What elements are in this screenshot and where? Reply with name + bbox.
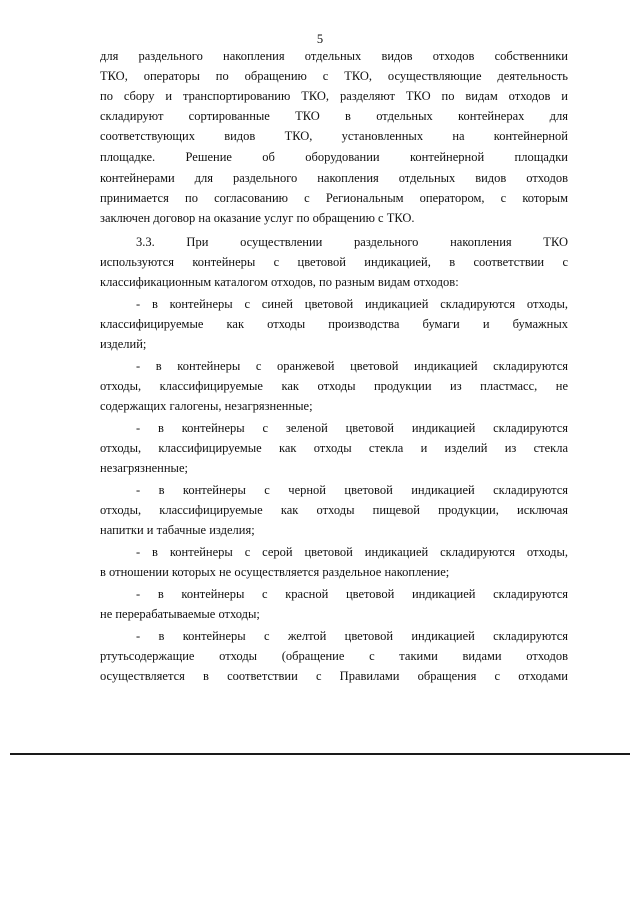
text-line: 3.3. При осуществлении раздельного накопления ТКО bbox=[136, 235, 568, 249]
text-line: осуществляется в соответствии с Правилами обращения с отходами bbox=[100, 669, 568, 683]
text-line: отходы, классифицируемые как отходы продукции из пластмасс, не bbox=[100, 379, 568, 393]
text-line: содержащих галогены, незагрязненные; bbox=[100, 399, 313, 413]
text-line: заключен договор на оказание услуг по обращению с ТКО. bbox=[100, 211, 415, 225]
text-line: - в контейнеры с черной цветовой индикацией складируются bbox=[136, 483, 568, 497]
text-line: - в контейнеры с желтой цветовой индикацией складируются bbox=[136, 629, 568, 643]
text-line: - в контейнеры с красной цветовой индикацией складируются bbox=[136, 587, 568, 601]
text-line: ТКО, операторы по обращению с ТКО, осуществляющие деятельность bbox=[100, 69, 568, 83]
text-line: - в контейнеры с синей цветовой индикацией складируются отходы, bbox=[136, 297, 568, 311]
text-line: складируют сортированные ТКО в отдельных контейнерах для bbox=[100, 109, 568, 123]
text-line: принимается по согласованию с Региональным оператором, с которым bbox=[100, 191, 568, 205]
text-line: контейнерами для раздельного накопления отдельных видов отходов bbox=[100, 171, 568, 185]
text-line: ртутьсодержащие отходы (обращение с такими видами отходов bbox=[100, 649, 568, 663]
text-line: площадке. Решение об оборудовании контейнерной площадки bbox=[100, 150, 568, 164]
text-line: незагрязненные; bbox=[100, 461, 188, 475]
text-line: напитки и табачные изделия; bbox=[100, 523, 255, 537]
text-line: изделий; bbox=[100, 337, 147, 351]
text-line: - в контейнеры с зеленой цветовой индикацией складируются bbox=[136, 421, 568, 435]
text-line: - в контейнеры с серой цветовой индикацией складируются отходы, bbox=[136, 545, 568, 559]
text-line: отходы, классифицируемые как отходы стекла и изделий из стекла bbox=[100, 441, 568, 455]
text-line: для раздельного накопления отдельных видов отходов собственники bbox=[100, 49, 568, 63]
text-line: в отношении которых не осуществляется раздельное накопление; bbox=[100, 565, 450, 579]
text-line: - в контейнеры с оранжевой цветовой индикацией складируются bbox=[136, 359, 568, 373]
text-line: классификационным каталогом отходов, по разным видам отходов: bbox=[100, 275, 459, 289]
bottom-rule bbox=[10, 753, 630, 755]
text-line: не перерабатываемые отходы; bbox=[100, 607, 260, 621]
text-line: используются контейнеры с цветовой индикацией, в соответствии с bbox=[100, 255, 568, 269]
text-line: классифицируемые как отходы производства бумаги и бумажных bbox=[100, 317, 568, 331]
text-line: соответствующих видов ТКО, установленных на контейнерной bbox=[100, 129, 568, 143]
page-number: 5 bbox=[316, 32, 324, 46]
text-line: по сбору и транспортированию ТКО, разделяют ТКО по видам отходов и bbox=[100, 89, 568, 103]
text-line: отходы, классифицируемые как отходы пищевой продукции, исключая bbox=[100, 503, 568, 517]
